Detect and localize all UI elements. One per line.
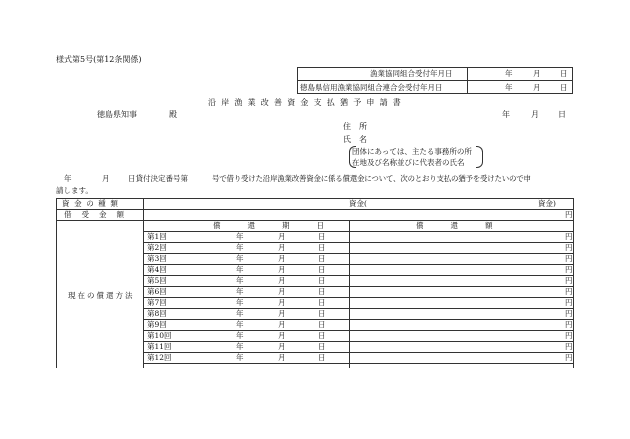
schedule-row-day: 日 xyxy=(318,320,326,329)
address-label: 住所 xyxy=(343,122,375,131)
schedule-row-day: 日 xyxy=(318,276,326,285)
schedule-row-yen: 円 xyxy=(565,298,573,307)
loan-amount-yen: 円 xyxy=(565,210,573,219)
schedule-row-month: 月 xyxy=(278,243,286,252)
date-month: 月 xyxy=(531,110,539,119)
body-decision-number: 日貸付決定番号第 xyxy=(128,174,188,183)
schedule-row-yen: 円 xyxy=(565,254,573,263)
schedule-row-label: 第8回 xyxy=(147,309,167,318)
schedule-row-month: 月 xyxy=(278,331,286,340)
fund-type-prefix: 資金( xyxy=(349,199,367,208)
schedule-row-month: 月 xyxy=(278,298,286,307)
schedule-row-yen: 円 xyxy=(565,342,573,351)
receipt-federation-label: 徳島県信用漁業協同組合連合会受付年月日 xyxy=(300,83,443,92)
body-text-line2: 請します。 xyxy=(56,186,93,195)
applicant-note-line1: 団体にあっては、主たる事務所の所 xyxy=(352,147,472,156)
schedule-row-day: 日 xyxy=(318,243,326,252)
schedule-row-label: 第10回 xyxy=(147,331,172,340)
body-text: 号で借り受けた沿岸漁業改善資金に係る償還金について、次のとおり支払の猶予を受けたいので申 xyxy=(212,174,531,183)
schedule-row-day: 日 xyxy=(318,254,326,263)
schedule-row-day: 日 xyxy=(318,309,326,318)
schedule-row-day: 日 xyxy=(318,353,326,362)
applicant-note-line2: 在地及び名称並びに代表者の氏名 xyxy=(352,158,465,167)
schedule-row-year: 年 xyxy=(236,342,244,351)
schedule-row-month: 月 xyxy=(278,342,286,351)
current-method-label: 現在の償還方法 xyxy=(68,291,135,300)
schedule-row-year: 年 xyxy=(236,265,244,274)
schedule-row-year: 年 xyxy=(236,276,244,285)
schedule-row-year: 年 xyxy=(236,320,244,329)
schedule-row-year: 年 xyxy=(236,232,244,241)
addressee: 徳島県知事 xyxy=(97,110,137,119)
schedule-row-yen: 円 xyxy=(565,320,573,329)
schedule-row-label: 第7回 xyxy=(147,298,167,307)
schedule-row-month: 月 xyxy=(278,353,286,362)
schedule-date-header: 償還期日 xyxy=(213,221,351,230)
schedule-row-day: 日 xyxy=(318,232,326,241)
body-year: 年 xyxy=(64,174,72,183)
schedule-row-month: 月 xyxy=(278,232,286,241)
schedule-row-label: 第11回 xyxy=(147,342,172,351)
schedule-row-year: 年 xyxy=(236,331,244,340)
schedule-row-label: 第12回 xyxy=(147,353,172,362)
document-title: 沿岸漁業改善資金支払猶予申請書 xyxy=(208,98,406,107)
schedule-row-month: 月 xyxy=(278,320,286,329)
schedule-row-yen: 円 xyxy=(565,287,573,296)
schedule-row-label: 第5回 xyxy=(147,276,167,285)
loan-amount-label: 借受金額 xyxy=(64,210,134,219)
receipt-fishery-coop-label: 漁業協同組合受付年月日 xyxy=(370,69,453,78)
schedule-row-year: 年 xyxy=(236,254,244,263)
date-day: 日 xyxy=(558,110,566,119)
schedule-row-month: 月 xyxy=(278,287,286,296)
schedule-row-month: 月 xyxy=(278,276,286,285)
schedule-row-yen: 円 xyxy=(565,265,573,274)
schedule-row-label: 第4回 xyxy=(147,265,167,274)
schedule-amount-header: 償還額 xyxy=(416,221,520,230)
schedule-row-yen: 円 xyxy=(565,232,573,241)
schedule-row-yen: 円 xyxy=(565,309,573,318)
honorific: 殿 xyxy=(169,110,177,119)
body-month: 月 xyxy=(102,174,110,183)
applicant-note-bracket xyxy=(349,146,483,168)
schedule-row-month: 月 xyxy=(278,309,286,318)
fund-type-suffix: 資金) xyxy=(538,199,556,208)
schedule-row-label: 第2回 xyxy=(147,243,167,252)
schedule-row-day: 日 xyxy=(318,331,326,340)
schedule-row-day: 日 xyxy=(318,342,326,351)
date-year: 年 xyxy=(502,110,510,119)
schedule-row-day: 日 xyxy=(318,298,326,307)
schedule-row-year: 年 xyxy=(236,287,244,296)
schedule-row-day: 日 xyxy=(318,287,326,296)
schedule-row-year: 年 xyxy=(236,353,244,362)
schedule-row-month: 月 xyxy=(278,265,286,274)
schedule-row-year: 年 xyxy=(236,309,244,318)
schedule-row-year: 年 xyxy=(236,243,244,252)
schedule-row-yen: 円 xyxy=(565,243,573,252)
schedule-row-year: 年 xyxy=(236,298,244,307)
name-label: 氏名 xyxy=(343,135,375,144)
schedule-row-yen: 円 xyxy=(565,331,573,340)
schedule-row-day: 日 xyxy=(318,265,326,274)
schedule-row-label: 第3回 xyxy=(147,254,167,263)
schedule-row-label: 第1回 xyxy=(147,232,167,241)
schedule-row-label: 第6回 xyxy=(147,287,167,296)
schedule-row-month: 月 xyxy=(278,254,286,263)
schedule-row-yen: 円 xyxy=(565,353,573,362)
form-number: 様式第5号(第12条関係) xyxy=(56,55,142,64)
schedule-row-label: 第9回 xyxy=(147,320,167,329)
fund-type-label: 資金の種類 xyxy=(62,199,123,208)
schedule-row-yen: 円 xyxy=(565,276,573,285)
